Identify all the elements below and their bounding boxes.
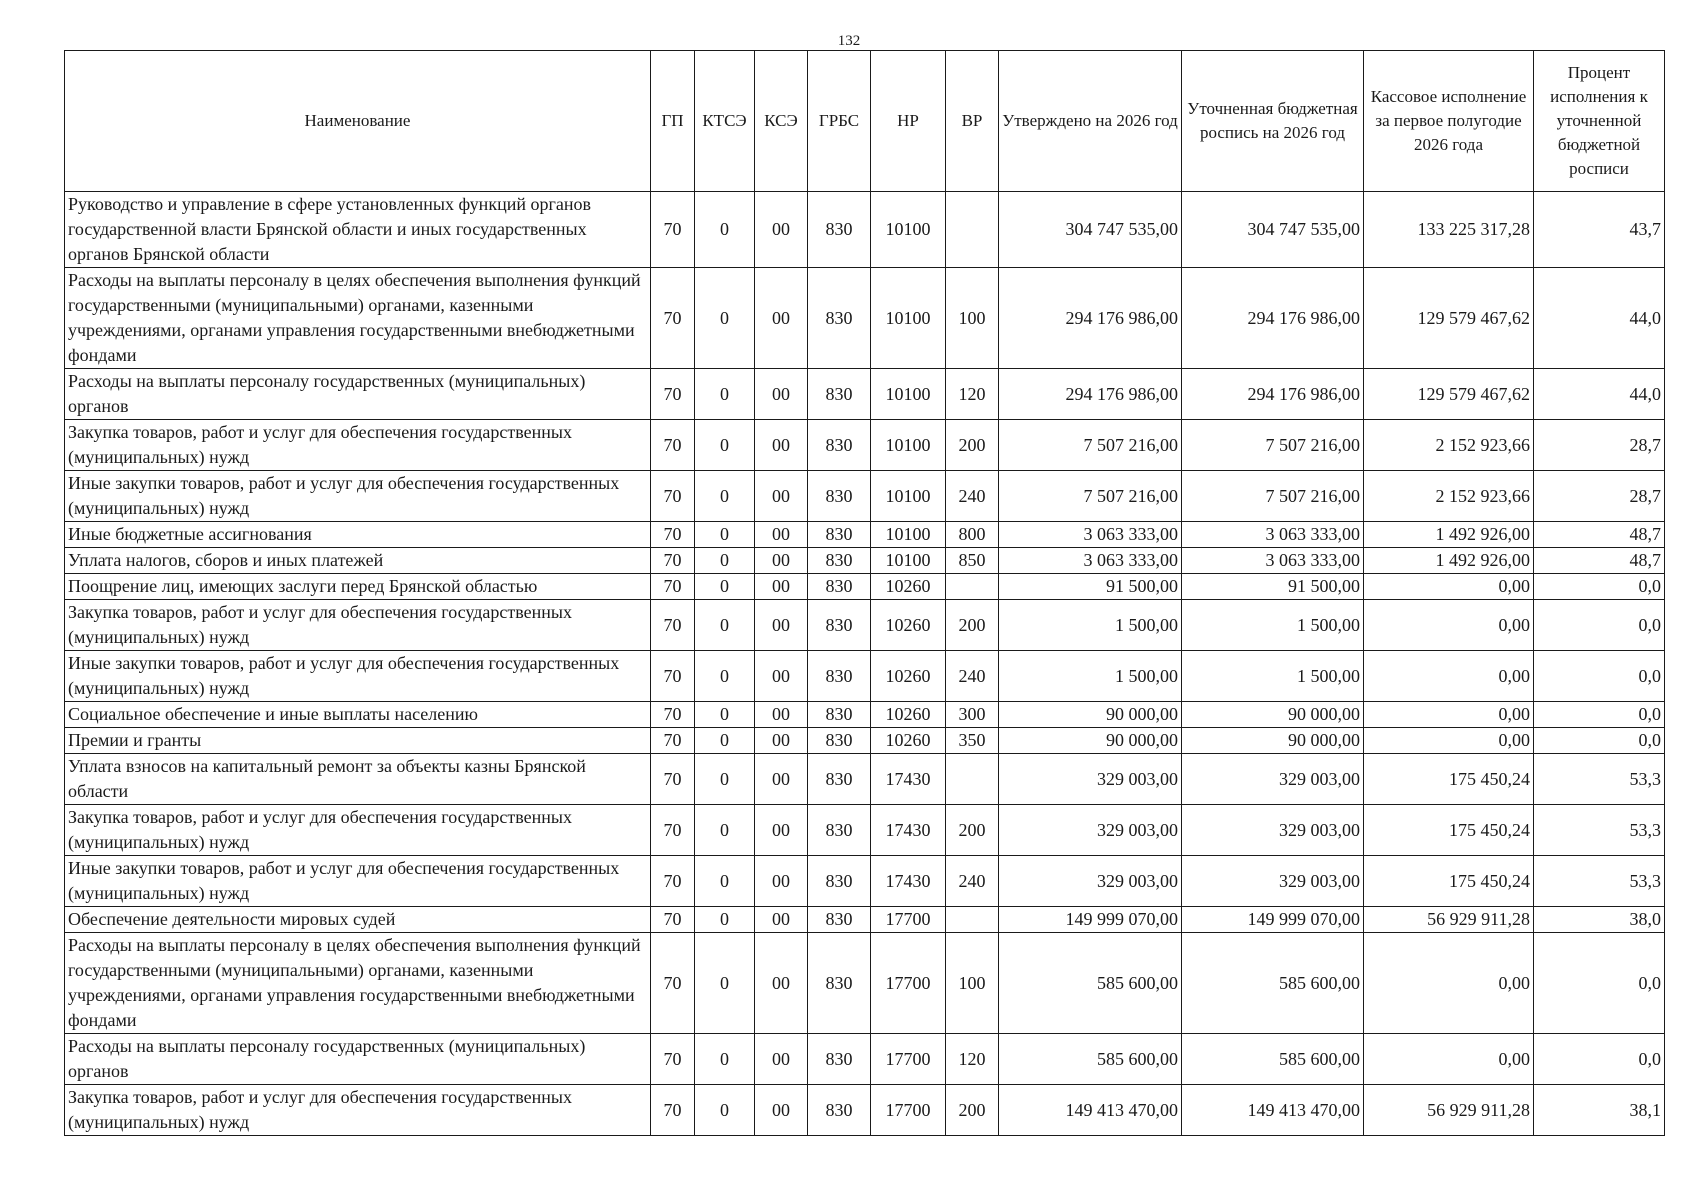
cell-grbs: 830 — [808, 548, 871, 574]
budget-table — [64, 50, 1665, 1136]
cell-refined: 585 600,00 — [1182, 1034, 1364, 1085]
cell-gp: 70 — [651, 600, 695, 651]
cell-grbs: 830 — [808, 1085, 871, 1136]
cell-gp: 70 — [651, 369, 695, 420]
cell-refined: 294 176 986,00 — [1182, 268, 1364, 369]
cell-kse: 00 — [755, 548, 808, 574]
cell-refined: 1 500,00 — [1182, 600, 1364, 651]
cell-cash: 175 450,24 — [1364, 805, 1534, 856]
table-row — [65, 471, 1665, 522]
table-row — [65, 805, 1665, 856]
cell-grbs: 830 — [808, 420, 871, 471]
cell-refined: 3 063 333,00 — [1182, 522, 1364, 548]
cell-kse: 00 — [755, 754, 808, 805]
cell-vr: 120 — [946, 369, 999, 420]
cell-refined: 149 413 470,00 — [1182, 1085, 1364, 1136]
cell-vr — [946, 754, 999, 805]
cell-np: 17700 — [871, 1085, 946, 1136]
cell-ktse: 0 — [695, 369, 755, 420]
header-np: НР — [871, 51, 946, 192]
table-row — [65, 856, 1665, 907]
cell-np: 10100 — [871, 548, 946, 574]
cell-percent: 53,3 — [1534, 754, 1665, 805]
cell-np: 17430 — [871, 754, 946, 805]
table-row — [65, 268, 1665, 369]
cell-percent: 0,0 — [1534, 651, 1665, 702]
cell-np: 10100 — [871, 471, 946, 522]
cell-vr: 100 — [946, 268, 999, 369]
cell-kse: 00 — [755, 933, 808, 1034]
cell-ktse: 0 — [695, 548, 755, 574]
cell-grbs: 830 — [808, 471, 871, 522]
cell-vr — [946, 574, 999, 600]
cell-grbs: 830 — [808, 805, 871, 856]
cell-refined: 329 003,00 — [1182, 805, 1364, 856]
cell-ktse: 0 — [695, 933, 755, 1034]
cell-gp: 70 — [651, 192, 695, 268]
cell-np: 17700 — [871, 907, 946, 933]
cell-approved: 7 507 216,00 — [999, 420, 1182, 471]
cell-cash: 0,00 — [1364, 933, 1534, 1034]
cell-kse: 00 — [755, 856, 808, 907]
cell-vr: 240 — [946, 856, 999, 907]
cell-name: Уплата взносов на капитальный ремонт за объекты казны Брянской области — [65, 754, 651, 805]
cell-approved: 149 413 470,00 — [999, 1085, 1182, 1136]
cell-vr: 200 — [946, 420, 999, 471]
cell-approved: 149 999 070,00 — [999, 907, 1182, 933]
cell-gp: 70 — [651, 268, 695, 369]
cell-percent: 0,0 — [1534, 933, 1665, 1034]
cell-np: 10260 — [871, 574, 946, 600]
cell-ktse: 0 — [695, 268, 755, 369]
table-row — [65, 754, 1665, 805]
cell-grbs: 830 — [808, 522, 871, 548]
cell-name: Закупка товаров, работ и услуг для обеспечения государственных (муниципальных) нужд — [65, 805, 651, 856]
cell-kse: 00 — [755, 1034, 808, 1085]
cell-refined: 90 000,00 — [1182, 728, 1364, 754]
cell-kse: 00 — [755, 728, 808, 754]
cell-percent: 48,7 — [1534, 522, 1665, 548]
cell-name: Расходы на выплаты персоналу государственных (муниципальных) органов — [65, 369, 651, 420]
cell-refined: 3 063 333,00 — [1182, 548, 1364, 574]
cell-kse: 00 — [755, 651, 808, 702]
cell-ktse: 0 — [695, 420, 755, 471]
header-cash: Кассовое исполнение за первое полугодие 2026 года — [1364, 51, 1534, 192]
cell-name: Премии и гранты — [65, 728, 651, 754]
cell-name: Поощрение лиц, имеющих заслуги перед Брянской областью — [65, 574, 651, 600]
cell-kse: 00 — [755, 471, 808, 522]
cell-ktse: 0 — [695, 754, 755, 805]
cell-grbs: 830 — [808, 856, 871, 907]
cell-cash: 0,00 — [1364, 600, 1534, 651]
table-row — [65, 651, 1665, 702]
cell-name: Иные закупки товаров, работ и услуг для обеспечения государственных (муниципальных) нужд — [65, 856, 651, 907]
cell-percent: 44,0 — [1534, 369, 1665, 420]
table-row — [65, 522, 1665, 548]
cell-np: 10100 — [871, 369, 946, 420]
cell-vr: 120 — [946, 1034, 999, 1085]
cell-ktse: 0 — [695, 907, 755, 933]
cell-kse: 00 — [755, 600, 808, 651]
cell-approved: 329 003,00 — [999, 754, 1182, 805]
cell-grbs: 830 — [808, 1034, 871, 1085]
cell-name: Иные закупки товаров, работ и услуг для обеспечения государственных (муниципальных) нужд — [65, 471, 651, 522]
cell-ktse: 0 — [695, 522, 755, 548]
cell-np: 17700 — [871, 1034, 946, 1085]
cell-gp: 70 — [651, 471, 695, 522]
cell-name: Расходы на выплаты персоналу в целях обеспечения выполнения функций государственными (муниципальными) органами, казенными учреждениями, органами управления государственными внебюджетными фондами — [65, 933, 651, 1034]
cell-cash: 56 929 911,28 — [1364, 907, 1534, 933]
cell-vr: 300 — [946, 702, 999, 728]
cell-percent: 44,0 — [1534, 268, 1665, 369]
cell-np: 10260 — [871, 600, 946, 651]
cell-np: 10100 — [871, 268, 946, 369]
cell-vr: 350 — [946, 728, 999, 754]
cell-percent: 43,7 — [1534, 192, 1665, 268]
cell-vr — [946, 192, 999, 268]
cell-approved: 3 063 333,00 — [999, 548, 1182, 574]
cell-approved: 585 600,00 — [999, 933, 1182, 1034]
cell-cash: 56 929 911,28 — [1364, 1085, 1534, 1136]
cell-np: 17430 — [871, 856, 946, 907]
cell-grbs: 830 — [808, 702, 871, 728]
cell-kse: 00 — [755, 907, 808, 933]
cell-refined: 90 000,00 — [1182, 702, 1364, 728]
cell-name: Расходы на выплаты персоналу в целях обеспечения выполнения функций государственными (муниципальными) органами, казенными учреждениями, органами управления государственными внебюджетными фондами — [65, 268, 651, 369]
table-row — [65, 574, 1665, 600]
header-ktse: КТСЭ — [695, 51, 755, 192]
header-percent: Процент исполнения к уточненной бюджетной росписи — [1534, 51, 1665, 192]
cell-np: 10260 — [871, 651, 946, 702]
cell-cash: 0,00 — [1364, 1034, 1534, 1085]
cell-np: 10260 — [871, 702, 946, 728]
header-kse: КСЭ — [755, 51, 808, 192]
cell-refined: 91 500,00 — [1182, 574, 1364, 600]
cell-refined: 294 176 986,00 — [1182, 369, 1364, 420]
cell-name: Социальное обеспечение и иные выплаты населению — [65, 702, 651, 728]
table-row — [65, 369, 1665, 420]
header-approved: Утверждено на 2026 год — [999, 51, 1182, 192]
cell-np: 17700 — [871, 933, 946, 1034]
cell-gp: 70 — [651, 548, 695, 574]
cell-kse: 00 — [755, 369, 808, 420]
cell-cash: 129 579 467,62 — [1364, 268, 1534, 369]
cell-percent: 28,7 — [1534, 420, 1665, 471]
cell-vr: 100 — [946, 933, 999, 1034]
cell-cash: 0,00 — [1364, 651, 1534, 702]
table-row — [65, 548, 1665, 574]
cell-vr: 200 — [946, 1085, 999, 1136]
cell-vr: 850 — [946, 548, 999, 574]
cell-vr: 200 — [946, 805, 999, 856]
cell-ktse: 0 — [695, 805, 755, 856]
cell-approved: 585 600,00 — [999, 1034, 1182, 1085]
table-row — [65, 1034, 1665, 1085]
cell-refined: 1 500,00 — [1182, 651, 1364, 702]
cell-grbs: 830 — [808, 574, 871, 600]
cell-ktse: 0 — [695, 728, 755, 754]
cell-gp: 70 — [651, 907, 695, 933]
cell-refined: 304 747 535,00 — [1182, 192, 1364, 268]
cell-ktse: 0 — [695, 1034, 755, 1085]
cell-np: 10100 — [871, 192, 946, 268]
cell-ktse: 0 — [695, 600, 755, 651]
cell-cash: 175 450,24 — [1364, 856, 1534, 907]
cell-cash: 2 152 923,66 — [1364, 420, 1534, 471]
cell-vr: 240 — [946, 651, 999, 702]
cell-ktse: 0 — [695, 192, 755, 268]
cell-kse: 00 — [755, 702, 808, 728]
cell-gp: 70 — [651, 522, 695, 548]
cell-kse: 00 — [755, 805, 808, 856]
cell-approved: 7 507 216,00 — [999, 471, 1182, 522]
cell-name: Уплата налогов, сборов и иных платежей — [65, 548, 651, 574]
cell-cash: 175 450,24 — [1364, 754, 1534, 805]
table-row — [65, 420, 1665, 471]
cell-name: Закупка товаров, работ и услуг для обеспечения государственных (муниципальных) нужд — [65, 1085, 651, 1136]
cell-vr: 240 — [946, 471, 999, 522]
cell-vr: 200 — [946, 600, 999, 651]
cell-cash: 2 152 923,66 — [1364, 471, 1534, 522]
cell-grbs: 830 — [808, 651, 871, 702]
cell-name: Расходы на выплаты персоналу государственных (муниципальных) органов — [65, 1034, 651, 1085]
cell-approved: 91 500,00 — [999, 574, 1182, 600]
cell-gp: 70 — [651, 933, 695, 1034]
table-row — [65, 907, 1665, 933]
cell-gp: 70 — [651, 420, 695, 471]
cell-gp: 70 — [651, 805, 695, 856]
cell-name: Закупка товаров, работ и услуг для обеспечения государственных (муниципальных) нужд — [65, 600, 651, 651]
cell-gp: 70 — [651, 856, 695, 907]
cell-grbs: 830 — [808, 369, 871, 420]
cell-gp: 70 — [651, 574, 695, 600]
cell-grbs: 830 — [808, 728, 871, 754]
cell-percent: 48,7 — [1534, 548, 1665, 574]
cell-cash: 1 492 926,00 — [1364, 548, 1534, 574]
cell-gp: 70 — [651, 702, 695, 728]
cell-approved: 294 176 986,00 — [999, 268, 1182, 369]
cell-grbs: 830 — [808, 192, 871, 268]
cell-np: 17430 — [871, 805, 946, 856]
cell-percent: 38,1 — [1534, 1085, 1665, 1136]
cell-gp: 70 — [651, 1085, 695, 1136]
cell-name: Иные бюджетные ассигнования — [65, 522, 651, 548]
cell-refined: 329 003,00 — [1182, 754, 1364, 805]
cell-np: 10100 — [871, 420, 946, 471]
cell-kse: 00 — [755, 192, 808, 268]
cell-cash: 133 225 317,28 — [1364, 192, 1534, 268]
cell-approved: 90 000,00 — [999, 702, 1182, 728]
cell-kse: 00 — [755, 268, 808, 369]
cell-cash: 129 579 467,62 — [1364, 369, 1534, 420]
cell-refined: 149 999 070,00 — [1182, 907, 1364, 933]
page-number: 132 — [837, 33, 861, 49]
cell-percent: 53,3 — [1534, 856, 1665, 907]
cell-approved: 1 500,00 — [999, 651, 1182, 702]
table-row — [65, 192, 1665, 268]
cell-kse: 00 — [755, 1085, 808, 1136]
cell-percent: 28,7 — [1534, 471, 1665, 522]
cell-cash: 0,00 — [1364, 702, 1534, 728]
cell-approved: 3 063 333,00 — [999, 522, 1182, 548]
cell-ktse: 0 — [695, 702, 755, 728]
table-row — [65, 702, 1665, 728]
cell-grbs: 830 — [808, 933, 871, 1034]
cell-gp: 70 — [651, 754, 695, 805]
header-gp: ГП — [651, 51, 695, 192]
cell-ktse: 0 — [695, 574, 755, 600]
cell-approved: 329 003,00 — [999, 856, 1182, 907]
header-row — [65, 51, 1665, 192]
cell-grbs: 830 — [808, 754, 871, 805]
cell-vr — [946, 907, 999, 933]
cell-percent: 53,3 — [1534, 805, 1665, 856]
cell-cash: 1 492 926,00 — [1364, 522, 1534, 548]
header-grbs: ГРБС — [808, 51, 871, 192]
cell-name: Закупка товаров, работ и услуг для обеспечения государственных (муниципальных) нужд — [65, 420, 651, 471]
cell-gp: 70 — [651, 728, 695, 754]
header-vr: ВР — [946, 51, 999, 192]
cell-np: 10100 — [871, 522, 946, 548]
cell-gp: 70 — [651, 1034, 695, 1085]
cell-refined: 585 600,00 — [1182, 933, 1364, 1034]
cell-approved: 90 000,00 — [999, 728, 1182, 754]
cell-kse: 00 — [755, 420, 808, 471]
table-row — [65, 1085, 1665, 1136]
cell-name: Руководство и управление в сфере установленных функций органов государственной власти Брянской области и иных государственных органов Брянской области — [65, 192, 651, 268]
table-row — [65, 600, 1665, 651]
cell-ktse: 0 — [695, 651, 755, 702]
cell-cash: 0,00 — [1364, 728, 1534, 754]
cell-percent: 0,0 — [1534, 1034, 1665, 1085]
cell-cash: 0,00 — [1364, 574, 1534, 600]
cell-refined: 7 507 216,00 — [1182, 471, 1364, 522]
header-refined: Уточненная бюджетная роспись на 2026 год — [1182, 51, 1364, 192]
cell-grbs: 830 — [808, 600, 871, 651]
cell-refined: 329 003,00 — [1182, 856, 1364, 907]
cell-name: Обеспечение деятельности мировых судей — [65, 907, 651, 933]
table-row — [65, 728, 1665, 754]
table-row — [65, 933, 1665, 1034]
cell-ktse: 0 — [695, 1085, 755, 1136]
cell-np: 10260 — [871, 728, 946, 754]
cell-grbs: 830 — [808, 268, 871, 369]
cell-percent: 0,0 — [1534, 702, 1665, 728]
cell-kse: 00 — [755, 522, 808, 548]
cell-refined: 7 507 216,00 — [1182, 420, 1364, 471]
cell-approved: 1 500,00 — [999, 600, 1182, 651]
cell-gp: 70 — [651, 651, 695, 702]
cell-percent: 0,0 — [1534, 728, 1665, 754]
cell-ktse: 0 — [695, 471, 755, 522]
table-body — [65, 192, 1665, 1136]
cell-percent: 0,0 — [1534, 574, 1665, 600]
cell-percent: 0,0 — [1534, 600, 1665, 651]
cell-grbs: 830 — [808, 907, 871, 933]
cell-kse: 00 — [755, 574, 808, 600]
cell-approved: 329 003,00 — [999, 805, 1182, 856]
cell-ktse: 0 — [695, 856, 755, 907]
cell-percent: 38,0 — [1534, 907, 1665, 933]
cell-vr: 800 — [946, 522, 999, 548]
header-name: Наименование — [65, 51, 651, 192]
cell-approved: 304 747 535,00 — [999, 192, 1182, 268]
cell-approved: 294 176 986,00 — [999, 369, 1182, 420]
cell-name: Иные закупки товаров, работ и услуг для обеспечения государственных (муниципальных) нужд — [65, 651, 651, 702]
